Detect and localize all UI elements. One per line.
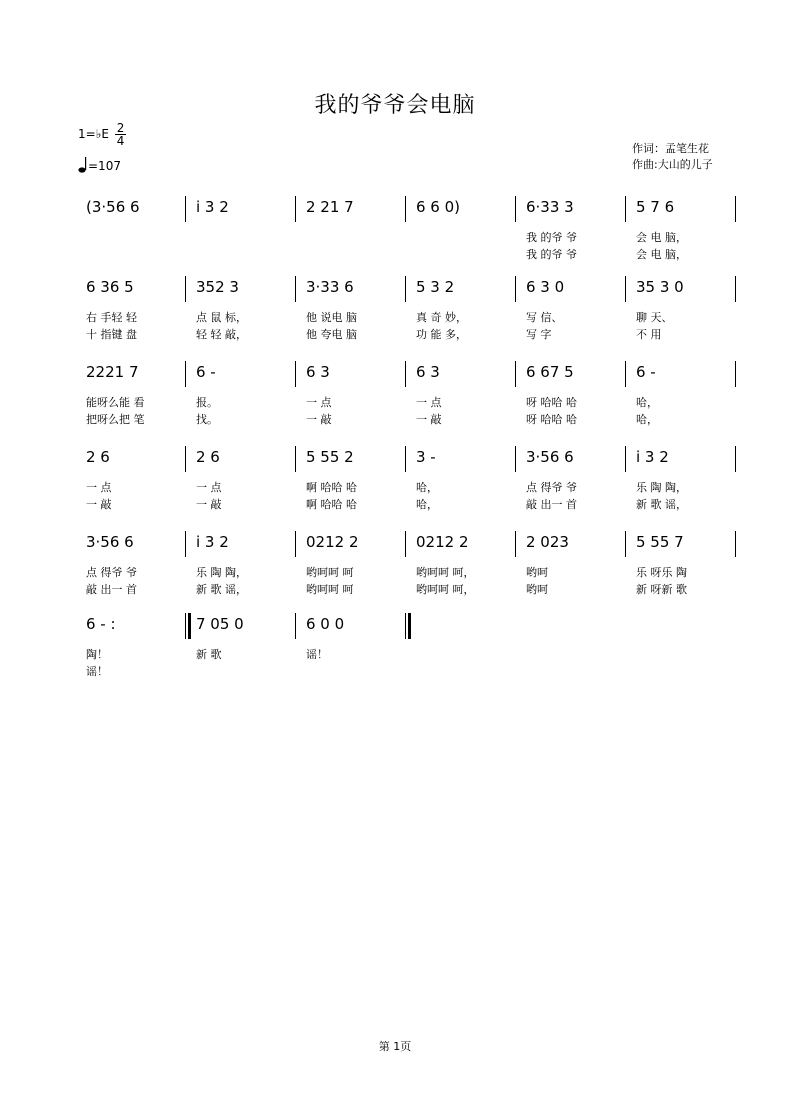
measure xyxy=(636,190,734,270)
measure xyxy=(306,190,404,270)
measure-notes: 0212 2 xyxy=(416,533,469,551)
lyric-verse-2: 哟呵 xyxy=(526,583,548,596)
measure-notes: i 3 2 xyxy=(636,448,669,466)
measure xyxy=(86,270,184,350)
lyric-verse-2: 敲 出一 首 xyxy=(86,583,137,596)
measure xyxy=(416,190,514,270)
lyric-verse-2: 新 歌 谣， xyxy=(196,583,247,596)
measure xyxy=(416,270,514,350)
barline xyxy=(295,446,296,472)
lyric-verse-1: 点 鼠 标， xyxy=(196,311,247,324)
barline xyxy=(295,361,296,387)
measure xyxy=(306,607,404,687)
barline xyxy=(515,276,516,302)
lyric-verse-2: 一 敲 xyxy=(416,413,442,426)
lyric-verse-1: 一 点 xyxy=(306,396,332,409)
lyricist: 作词：孟笔生花 xyxy=(632,142,709,155)
lyric-verse-1: 乐 陶 陶， xyxy=(636,481,687,494)
measure xyxy=(416,355,514,435)
measure xyxy=(636,355,734,435)
barline xyxy=(735,196,736,222)
lyric-verse-2: 一 敲 xyxy=(196,498,222,511)
lyric-verse-1: 一 点 xyxy=(416,396,442,409)
barline xyxy=(405,361,406,387)
composer: 作曲:大山的儿子 xyxy=(632,158,713,171)
lyric-verse-1: 右 手轻 轻 xyxy=(86,311,137,324)
lyric-verse-1: 哈， xyxy=(636,396,658,409)
barline xyxy=(185,446,186,472)
barline xyxy=(295,276,296,302)
lyric-verse-1: 一 点 xyxy=(86,481,112,494)
barline xyxy=(185,276,186,302)
measure xyxy=(636,270,734,350)
lyric-verse-2: 会 电 脑， xyxy=(636,248,687,261)
lyric-verse-2: 哟呵呵 呵， xyxy=(416,583,475,596)
lyric-verse-1: 能呀么能 看 xyxy=(86,396,145,409)
time-beats: 2 xyxy=(116,121,125,135)
measure xyxy=(86,440,184,520)
barline xyxy=(625,531,626,557)
lyric-verse-1: 哟呵 xyxy=(526,566,548,579)
repeat-barline xyxy=(188,613,191,639)
measure-notes: 6 3 0 xyxy=(526,278,565,296)
lyric-verse-2: 哟呵呵 呵 xyxy=(306,583,354,596)
lyric-verse-1: 新 歌 xyxy=(196,648,222,661)
barline xyxy=(405,613,406,639)
measure-notes: 352 3 xyxy=(196,278,239,296)
barline xyxy=(625,196,626,222)
lyric-verse-2: 不 用 xyxy=(636,328,662,341)
measure-notes: 2 6 xyxy=(196,448,220,466)
measure xyxy=(196,190,294,270)
measure-notes: 6 - : xyxy=(86,615,116,633)
measure-notes: (3·56 6 xyxy=(86,198,140,216)
credits xyxy=(632,141,713,173)
barline xyxy=(735,361,736,387)
lyric-verse-1: 乐 呀乐 陶 xyxy=(636,566,687,579)
measure xyxy=(306,525,404,605)
measure xyxy=(86,607,184,687)
barline xyxy=(295,196,296,222)
measure-notes: 3 - xyxy=(416,448,436,466)
measure-notes: 6 - xyxy=(636,363,656,381)
barline xyxy=(405,276,406,302)
lyric-verse-1: 聊 天、 xyxy=(636,311,673,324)
lyric-verse-1: 点 得爷 爷 xyxy=(86,566,137,579)
lyric-verse-1: 真 奇 妙， xyxy=(416,311,467,324)
measure-notes: 3·56 6 xyxy=(86,533,134,551)
measure xyxy=(636,525,734,605)
measure-notes: 6 6 0) xyxy=(416,198,461,216)
measure xyxy=(196,607,294,687)
measure-notes: 6 0 0 xyxy=(306,615,345,633)
lyric-verse-1: 写 信、 xyxy=(526,311,563,324)
barline xyxy=(515,446,516,472)
measure xyxy=(526,190,624,270)
lyric-verse-1: 呀 哈哈 哈 xyxy=(526,396,577,409)
measure-notes: 6 67 5 xyxy=(526,363,574,381)
barline xyxy=(625,361,626,387)
score-system xyxy=(0,440,790,520)
lyric-verse-2: 新 歌 谣， xyxy=(636,498,687,511)
measure-notes: 2221 7 xyxy=(86,363,139,381)
barline xyxy=(405,196,406,222)
tempo-mark xyxy=(78,156,121,174)
score-system xyxy=(0,190,790,270)
barline xyxy=(185,361,186,387)
lyric-verse-2: 功 能 多， xyxy=(416,328,467,341)
lyric-verse-1: 哟呵呵 呵 xyxy=(306,566,354,579)
lyric-verse-1: 啊 哈哈 哈 xyxy=(306,481,357,494)
measure-notes: 6 3 xyxy=(416,363,440,381)
barline xyxy=(185,613,186,639)
lyric-verse-2: 啊 哈哈 哈 xyxy=(306,498,357,511)
measure-notes: 7 05 0 xyxy=(196,615,244,633)
score-system xyxy=(0,270,790,350)
key-signature xyxy=(78,122,126,147)
barline xyxy=(735,531,736,557)
measure-notes: 2 6 xyxy=(86,448,110,466)
measure xyxy=(526,440,624,520)
lyric-verse-2: 他 夸电 脑 xyxy=(306,328,357,341)
lyric-verse-1: 一 点 xyxy=(196,481,222,494)
lyric-verse-1: 哈， xyxy=(416,481,438,494)
measure-notes: 6 36 5 xyxy=(86,278,134,296)
barline xyxy=(185,196,186,222)
measure xyxy=(416,525,514,605)
measure xyxy=(86,190,184,270)
barline xyxy=(625,446,626,472)
measure xyxy=(196,355,294,435)
lyric-verse-1: 哟呵呵 呵， xyxy=(416,566,475,579)
measure-notes: i 3 2 xyxy=(196,198,229,216)
measure-notes: 3·56 6 xyxy=(526,448,574,466)
barline xyxy=(405,446,406,472)
measure-notes: 6 3 xyxy=(306,363,330,381)
lyric-verse-1: 会 电 脑， xyxy=(636,231,687,244)
measure xyxy=(306,355,404,435)
barline xyxy=(625,276,626,302)
measure-notes: 35 3 0 xyxy=(636,278,684,296)
lyric-verse-1: 陶！ xyxy=(86,648,108,661)
barline xyxy=(515,196,516,222)
measure xyxy=(416,440,514,520)
lyric-verse-1: 点 得爷 爷 xyxy=(526,481,577,494)
measure xyxy=(86,355,184,435)
lyric-verse-2: 十 指键 盘 xyxy=(86,328,137,341)
measure-notes: 5 3 2 xyxy=(416,278,455,296)
lyric-verse-2: 谣！ xyxy=(86,665,108,678)
measure-notes: 5 55 2 xyxy=(306,448,354,466)
lyric-verse-2: 轻 轻 敲， xyxy=(196,328,247,341)
measure-notes: i 3 2 xyxy=(196,533,229,551)
lyric-verse-2: 一 敲 xyxy=(86,498,112,511)
measure xyxy=(526,270,624,350)
barline xyxy=(515,531,516,557)
key-prefix: 1= xyxy=(78,127,96,141)
lyric-verse-2: 哈， xyxy=(416,498,438,511)
measure-notes: 5 7 6 xyxy=(636,198,675,216)
time-unit: 4 xyxy=(116,134,125,148)
time-signature xyxy=(115,122,127,147)
score-system xyxy=(0,525,790,605)
lyric-verse-2: 一 敲 xyxy=(306,413,332,426)
measure xyxy=(196,525,294,605)
barline xyxy=(295,531,296,557)
measure-notes: 2 023 xyxy=(526,533,569,551)
measure xyxy=(86,525,184,605)
measure xyxy=(196,440,294,520)
lyric-verse-1: 我 的爷 爷 xyxy=(526,231,577,244)
lyric-verse-2: 找。 xyxy=(196,413,218,426)
measure xyxy=(526,355,624,435)
measure xyxy=(196,270,294,350)
barline xyxy=(735,446,736,472)
tempo-value: =107 xyxy=(88,159,121,173)
measure-notes: 3·33 6 xyxy=(306,278,354,296)
measure xyxy=(306,440,404,520)
lyric-verse-2: 写 字 xyxy=(526,328,552,341)
measure xyxy=(526,525,624,605)
measure-notes: 2 21 7 xyxy=(306,198,354,216)
measure xyxy=(636,440,734,520)
lyric-verse-1: 他 说电 脑 xyxy=(306,311,357,324)
page-number: 第 1页 xyxy=(378,1040,412,1053)
lyric-verse-2: 哈， xyxy=(636,413,658,426)
lyric-verse-1: 谣！ xyxy=(306,648,328,661)
lyric-verse-2: 我 的爷 爷 xyxy=(526,248,577,261)
barline xyxy=(405,531,406,557)
key-tonic: E xyxy=(101,127,109,141)
lyric-verse-1: 乐 陶 陶， xyxy=(196,566,247,579)
score-system xyxy=(0,607,790,687)
barline xyxy=(735,276,736,302)
score-system xyxy=(0,355,790,435)
measure-notes: 6·33 3 xyxy=(526,198,574,216)
barline xyxy=(185,531,186,557)
song-title: 我的爷爷会电脑 xyxy=(314,93,476,118)
measure xyxy=(306,270,404,350)
lyric-verse-2: 敲 出一 首 xyxy=(526,498,577,511)
measure-notes: 6 - xyxy=(196,363,216,381)
lyric-verse-2: 新 呀新 歌 xyxy=(636,583,687,596)
final-barline xyxy=(408,613,411,639)
measure-notes: 5 55 7 xyxy=(636,533,684,551)
lyric-verse-1: 报。 xyxy=(196,396,218,409)
barline xyxy=(295,613,296,639)
barline xyxy=(515,361,516,387)
flat-sign: ♭ xyxy=(95,127,102,141)
measure-notes: 0212 2 xyxy=(306,533,359,551)
lyric-verse-2: 呀 哈哈 哈 xyxy=(526,413,577,426)
quarter-note-icon xyxy=(78,156,88,174)
lyric-verse-2: 把呀么把 笔 xyxy=(86,413,145,426)
